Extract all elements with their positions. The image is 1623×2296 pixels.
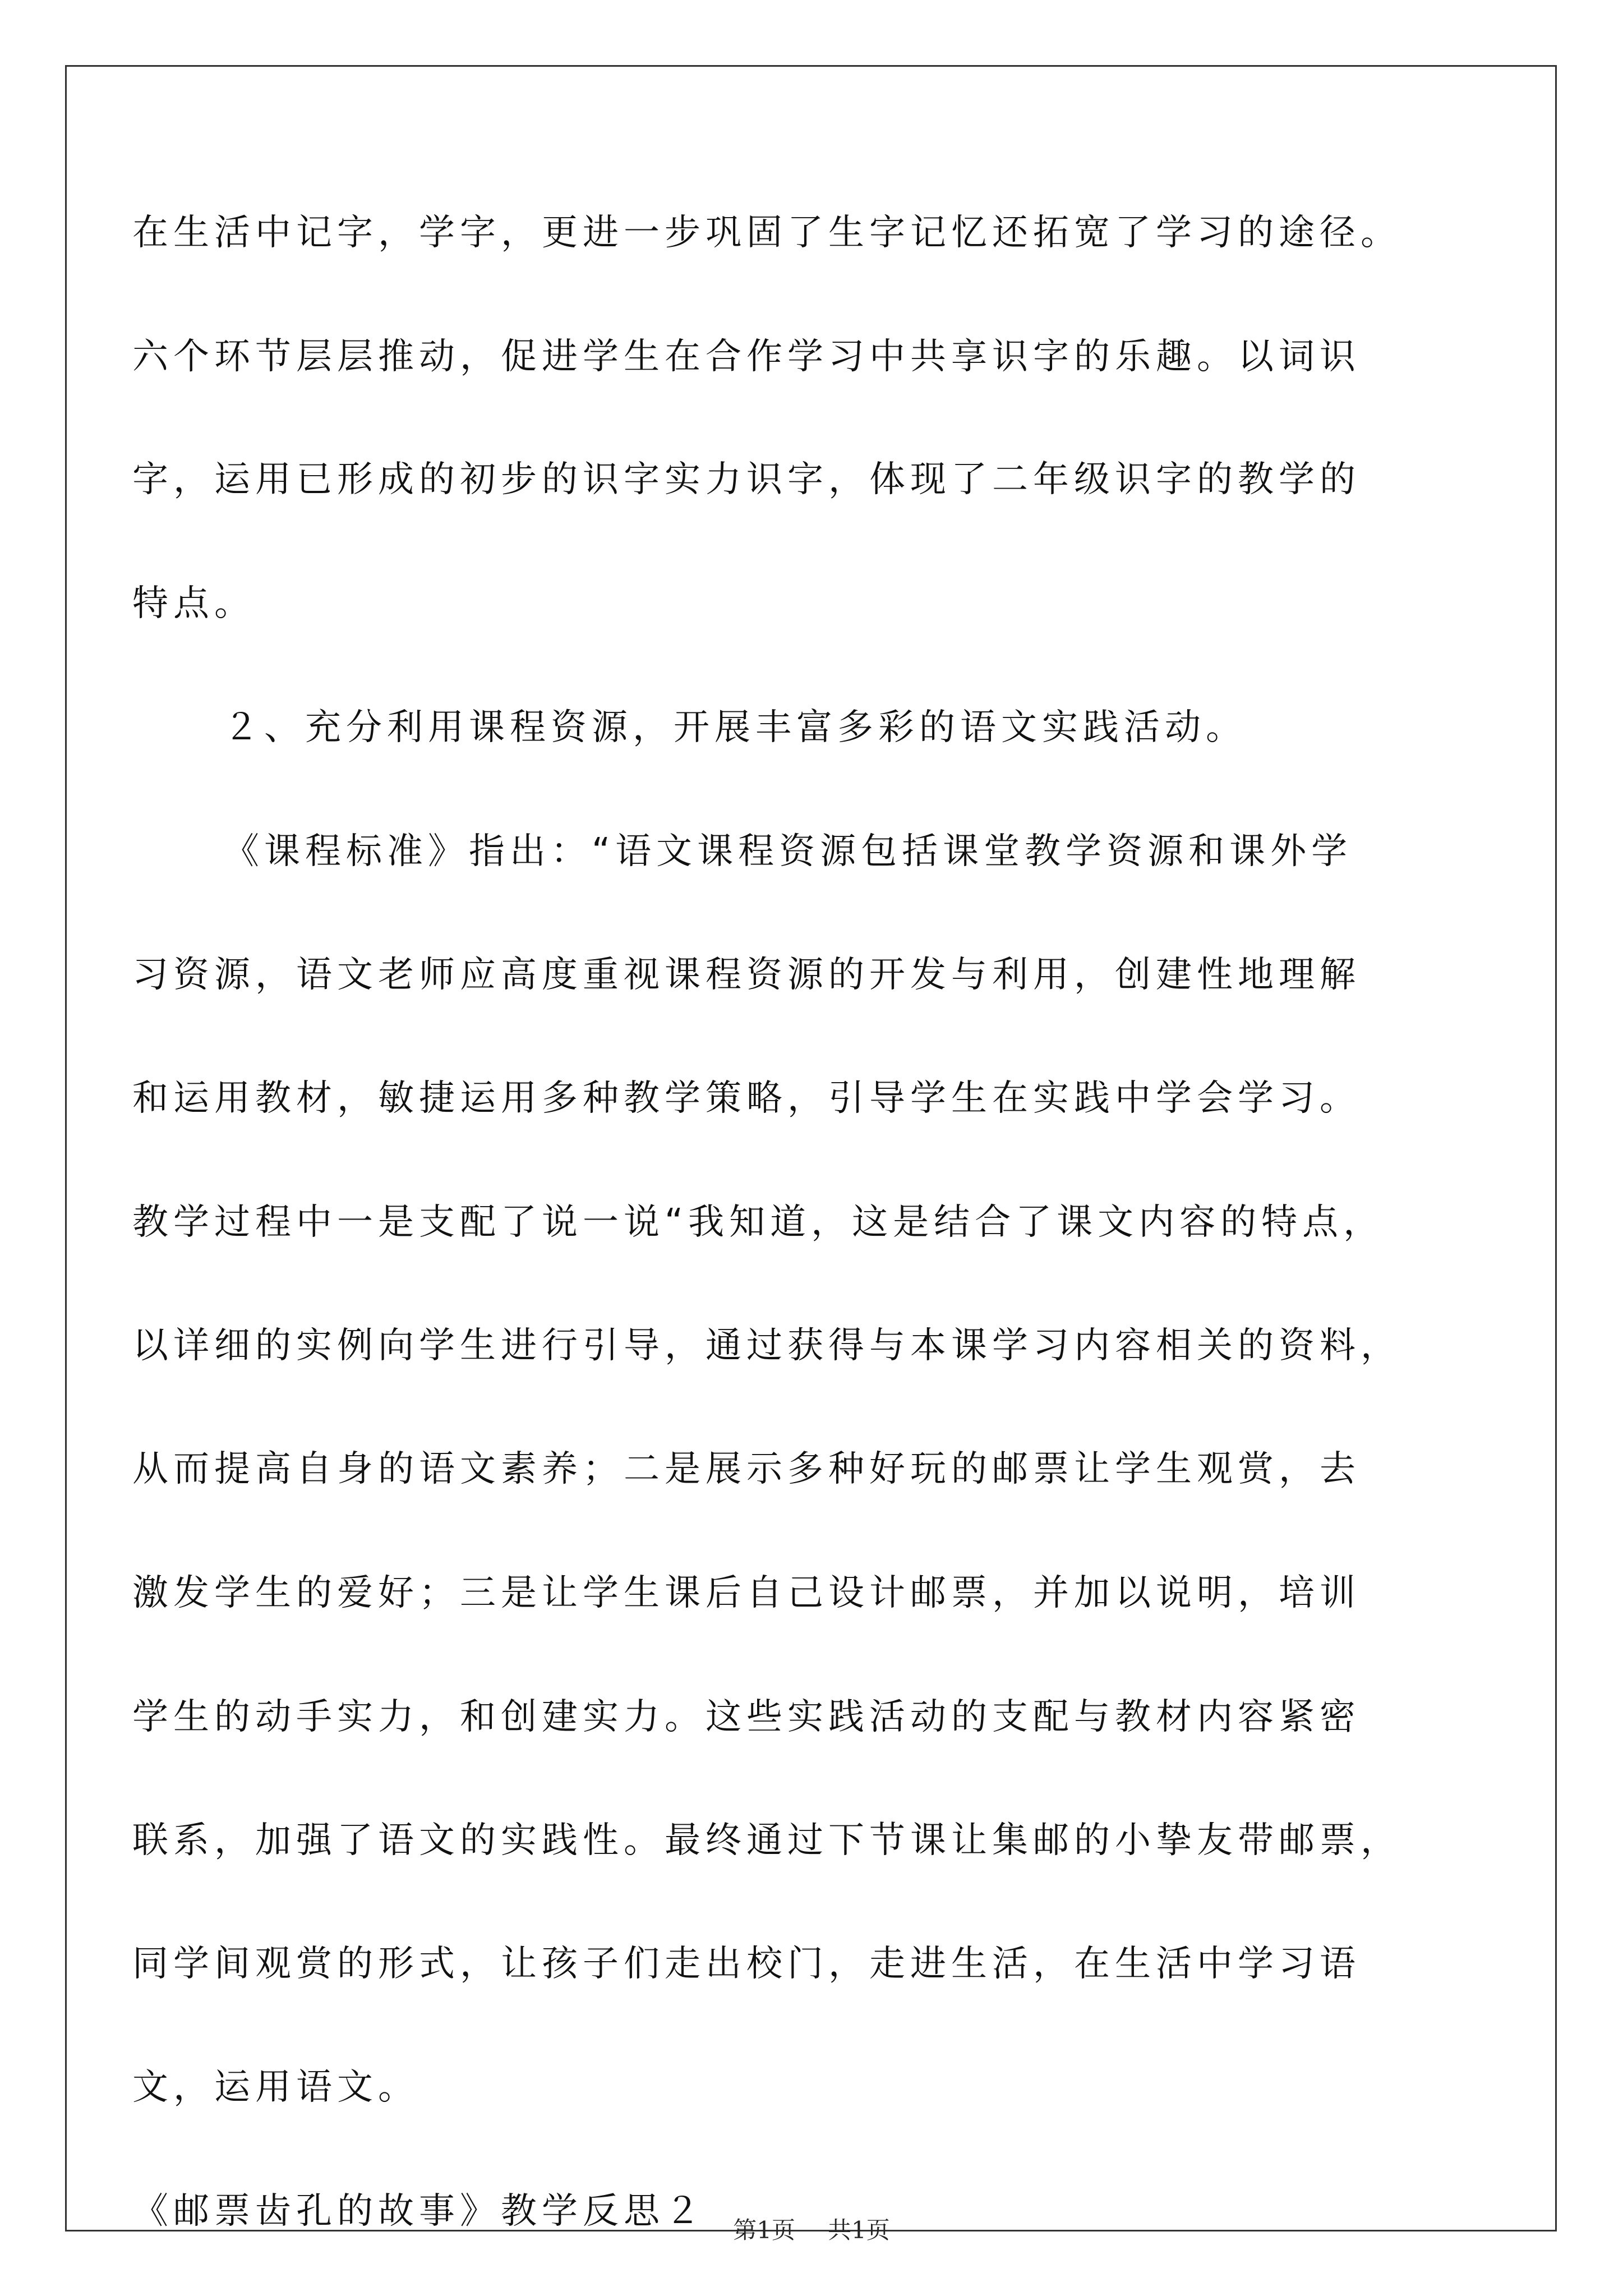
section-subheading: ２、充分利用课程资源，开展丰富多彩的语文实践活动。	[223, 707, 1247, 748]
paragraph-line: 习资源，语文老师应高度重视课程资源的开发与利用，创建性地理解	[132, 954, 1361, 996]
paragraph-line: 特点。	[132, 583, 255, 624]
paragraph-line: 学生的动手实力，和创建实力。这些实践活动的支配与教材内容紧密	[132, 1696, 1361, 1738]
page-border	[65, 65, 1557, 2231]
paragraph-line: 字，运用已形成的初步的识字实力识字，体现了二年级识字的教学的	[132, 459, 1361, 500]
page-number: 第1页	[733, 2216, 795, 2244]
section-heading: 《邮票齿孔的故事》教学反思２	[132, 2191, 706, 2232]
paragraph-line: 文，运用语文。	[132, 2067, 419, 2108]
paragraph-line: 和运用教材，敏捷运用多种教学策略，引导学生在实践中学会学习。	[132, 1078, 1361, 1119]
paragraph-line: 《课程标准》指出：“语文课程资源包括课堂教学资源和课外学	[223, 831, 1353, 872]
paragraph-line: 以详细的实例向学生进行引导，通过获得与本课学习内容相关的资料，	[132, 1325, 1401, 1366]
paragraph-line: 教学过程中一是支配了说一说“我知道，这是结合了课文内容的特点，	[132, 1202, 1385, 1243]
paragraph-line: 从而提高自身的语文素养；二是展示多种好玩的邮票让学生观赏，去	[132, 1448, 1361, 1490]
paragraph-line: 在生活中记字，学字，更进一步巩固了生字记忆还拓宽了学习的途径。	[132, 212, 1401, 254]
paragraph-line: 联系，加强了语文的实践性。最终通过下节课让集邮的小挚友带邮票，	[132, 1820, 1401, 1861]
paragraph-line: 激发学生的爱好；三是让学生课后自己设计邮票，并加以说明，培训	[132, 1572, 1361, 1614]
paragraph-line: 同学间观赏的形式，让孩子们走出校门，走进生活，在生活中学习语	[132, 1943, 1361, 1985]
page-total: 共1页	[828, 2216, 890, 2244]
page-footer	[0, 2215, 1623, 2246]
paragraph-line: 六个环节层层推动，促进学生在合作学习中共享识字的乐趣。以词识	[132, 336, 1361, 378]
